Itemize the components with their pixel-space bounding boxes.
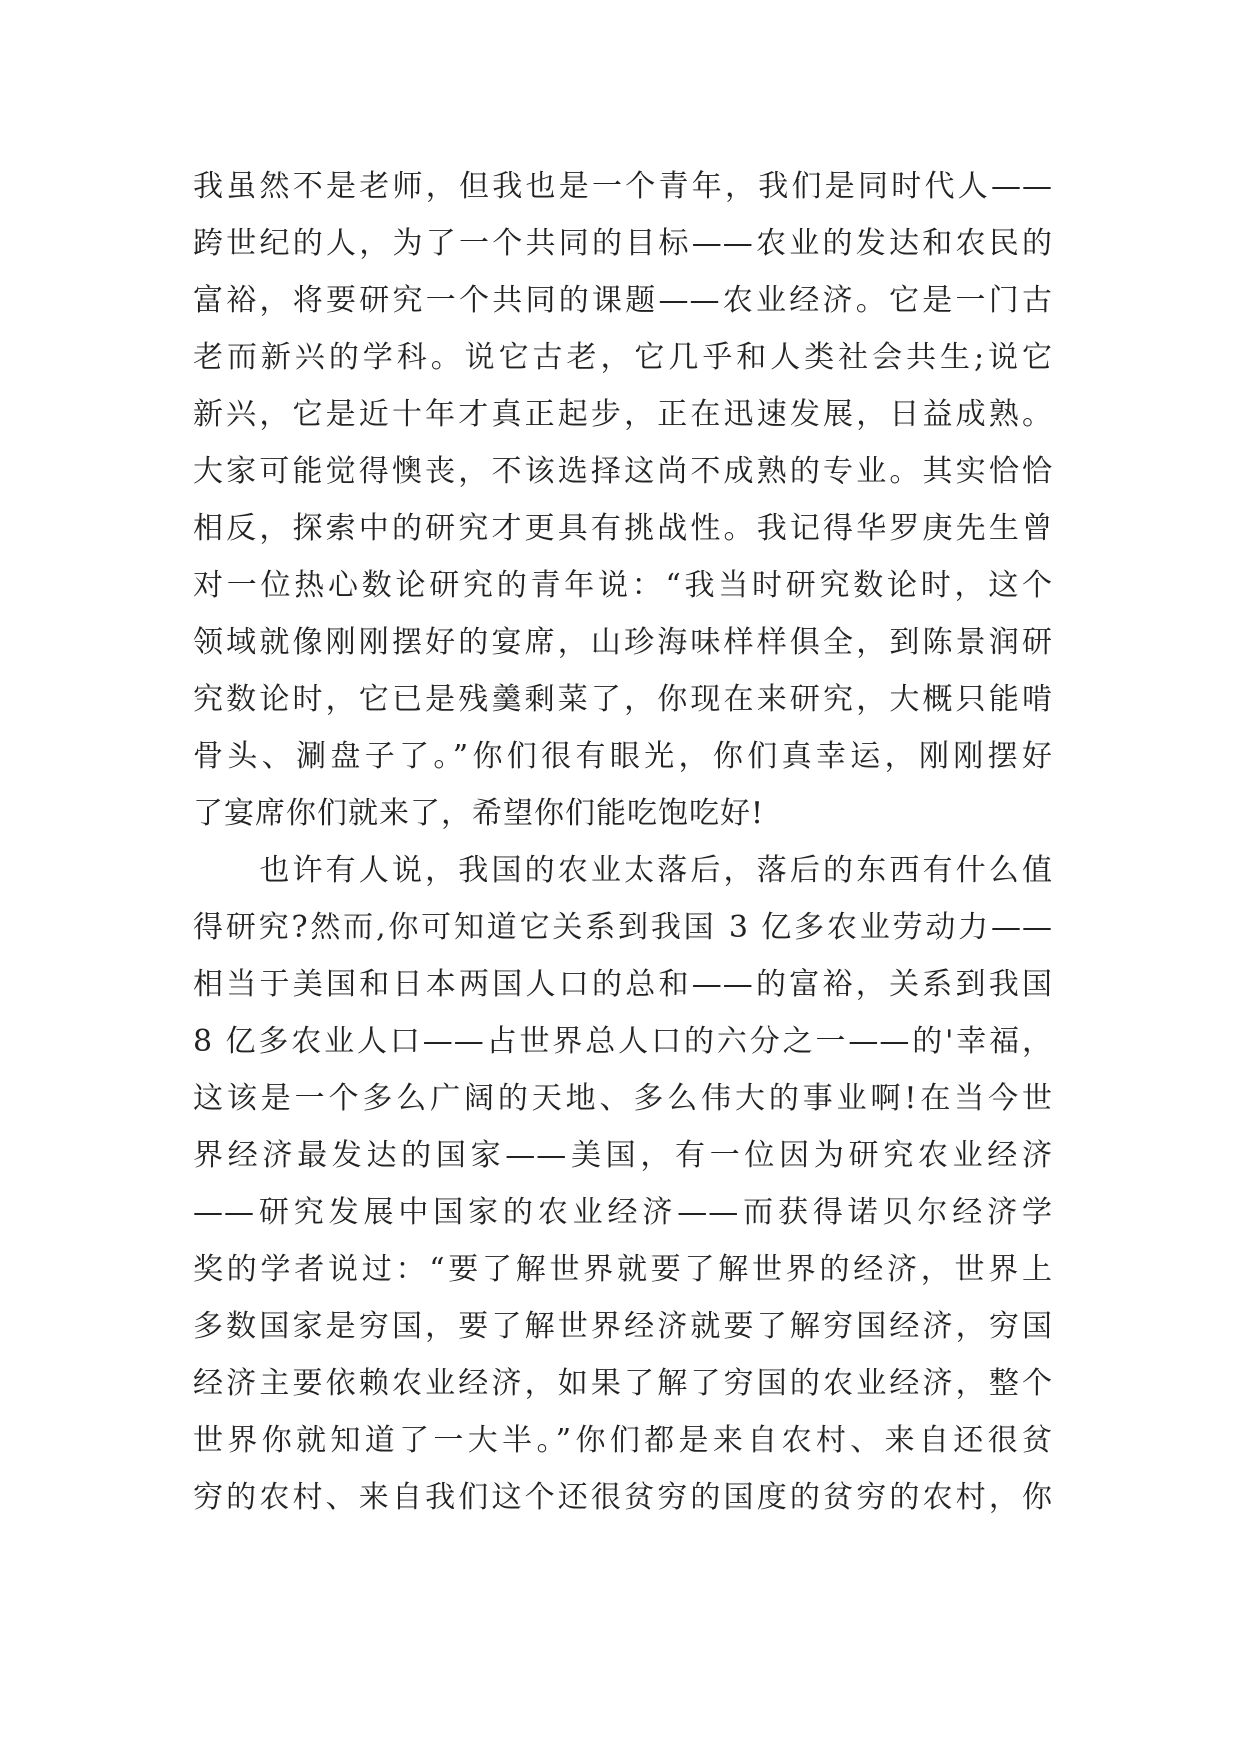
text-line: 相反，探索中的研究才更具有挑战性。我记得华罗庚先生曾 bbox=[193, 511, 1053, 546]
text-line: 领域就像刚刚摆好的宴席，山珍海味样样俱全，到陈景润研 bbox=[193, 625, 1053, 660]
text-line: 我虽然不是老师，但我也是一个青年，我们是同时代人—— bbox=[193, 169, 1053, 204]
text-line: 世界你就知道了一大半。”你们都是来自农村、来自还很贫 bbox=[193, 1423, 1053, 1458]
text-line: 界经济最发达的国家——美国，有一位因为研究农业经济 bbox=[193, 1138, 1053, 1173]
text-line: 了宴席你们就来了，希望你们能吃饱吃好! bbox=[193, 796, 765, 831]
text-line: 富裕，将要研究一个共同的课题——农业经济。它是一门古 bbox=[193, 283, 1053, 318]
text-line: 这该是一个多么广阔的天地、多么伟大的事业啊!在当今世 bbox=[193, 1081, 1053, 1116]
text-line: 新兴，它是近十年才真正起步，正在迅速发展，日益成熟。 bbox=[193, 397, 1053, 432]
document-body bbox=[193, 158, 1053, 1526]
text-line: 经济主要依赖农业经济，如果了解了穷国的农业经济，整个 bbox=[193, 1366, 1053, 1401]
text-line: 穷的农村、来自我们这个还很贫穷的国度的贫穷的农村，你 bbox=[193, 1480, 1053, 1515]
text-line: 多数国家是穷国，要了解世界经济就要了解穷国经济，穷国 bbox=[193, 1309, 1053, 1344]
text-line: 8 亿多农业人口——占世界总人口的六分之一——的'幸福， bbox=[193, 1024, 1053, 1059]
text-line: ——研究发展中国家的农业经济——而获得诺贝尔经济学 bbox=[193, 1195, 1053, 1230]
text-line: 得研究?然而,你可知道它关系到我国 3 亿多农业劳动力—— bbox=[193, 910, 1053, 945]
text-line: 老而新兴的学科。说它古老，它几乎和人类社会共生;说它 bbox=[193, 340, 1053, 375]
text-line: 究数论时，它已是残羹剩菜了，你现在来研究，大概只能啃 bbox=[193, 682, 1053, 717]
text-line: 骨头、涮盘子了。”你们很有眼光，你们真幸运，刚刚摆好 bbox=[193, 739, 1053, 774]
text-line: 大家可能觉得懊丧，不该选择这尚不成熟的专业。其实恰恰 bbox=[193, 454, 1053, 489]
text-line: 奖的学者说过：“要了解世界就要了解世界的经济，世界上 bbox=[193, 1252, 1053, 1287]
text-line: 也许有人说，我国的农业太落后，落后的东西有什么值 bbox=[193, 853, 1053, 888]
text-line: 相当于美国和日本两国人口的总和——的富裕，关系到我国 bbox=[193, 967, 1053, 1002]
text-line: 跨世纪的人，为了一个共同的目标——农业的发达和农民的 bbox=[193, 226, 1053, 261]
text-line: 对一位热心数论研究的青年说：“我当时研究数论时，这个 bbox=[193, 568, 1053, 603]
